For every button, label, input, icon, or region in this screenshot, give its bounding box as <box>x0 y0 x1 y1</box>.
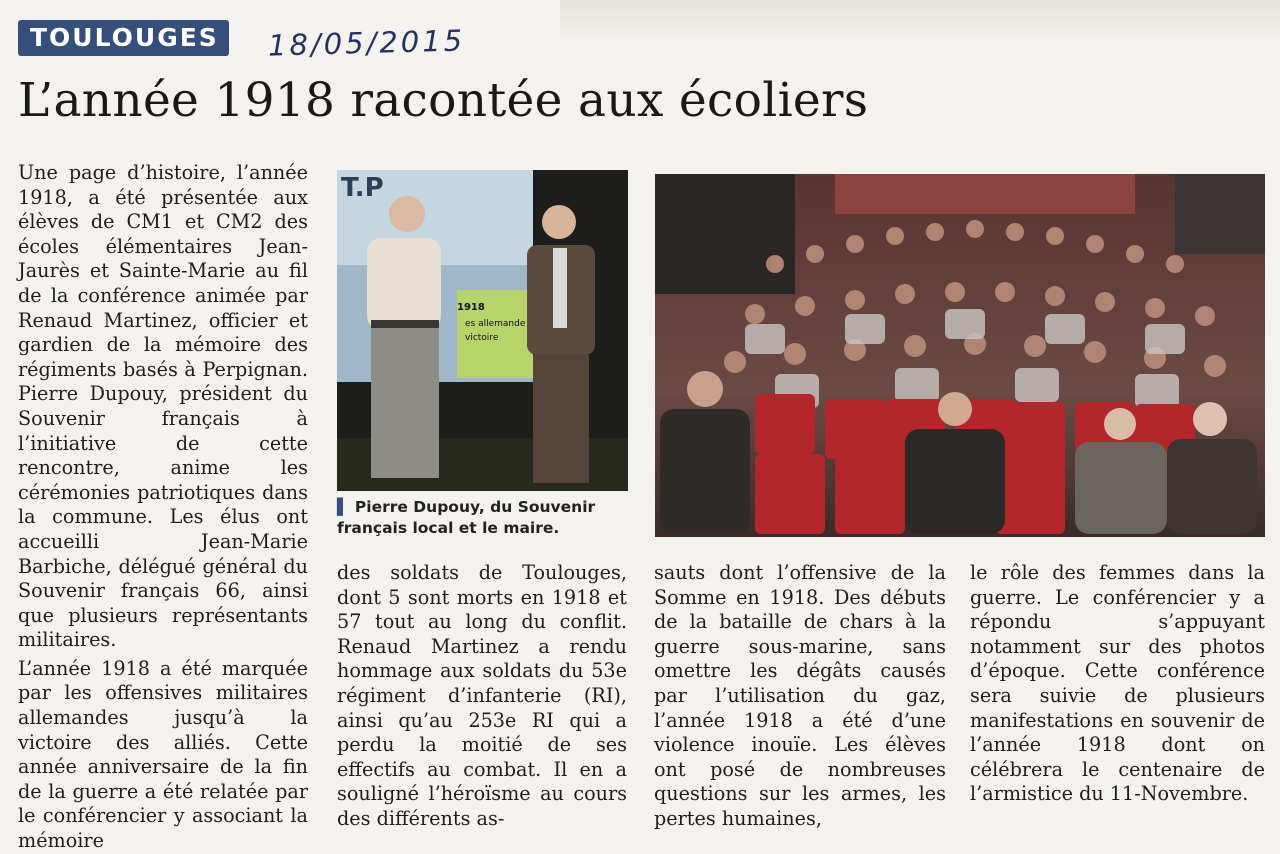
caption-marker-icon: ▌ <box>337 498 349 516</box>
column-2 <box>337 561 627 832</box>
column-4-paragraph-1: le rôle des femmes dans la guerre. Le conférencier y a répondu s’appuyant notamment sur des photos d’époque. Cette conférence sera suivie de plusieurs manifestations en souvenir de l’année 1918 dont on célébrera le centenaire de l’armistice du 11-Novembre. <box>970 561 1265 806</box>
section-rubric: TOULOUGES <box>18 20 229 56</box>
column-3-paragraph-1: sauts dont l’offensive de la Somme en 1918. Des débuts de la bataille de chars à la guerre sous-marine, sans omettre les dégâts causés par l’utilisation du gaz, l’année 1918 a été d’une violence inouïe. Les élèves ont posé de nombreuses questions sur les armes, les pertes humaines, <box>654 561 946 830</box>
photo-audience-image <box>655 174 1265 537</box>
photo-caption <box>337 497 627 539</box>
column-2-paragraph-1: des soldats de Toulouges, dont 5 sont morts en 1918 et 57 tout au long du conflit. Renaud Martinez a rendu hommage aux soldats du 53e régiment d’infanterie (RI), ainsi qu’au 253e RI qui a perdu la moitié de ses effectifs au combat. Il en a souligné l’héroïsme au cours des différents as- <box>337 561 627 830</box>
bleed-through-shadow <box>560 0 1280 44</box>
column-3 <box>654 561 946 832</box>
column-1-paragraph-1: Une page d’histoire, l’année 1918, a été présentée aux élèves de CM1 et CM2 des écoles élémentaires Jean-Jaurès et Sainte-Marie au fil de la conférence animée par Renaud Martinez, officier et gardien de la mémoire des régiments basés à Perpignan. Pierre Dupouy, président du Souvenir français à l’initiative de cette rencontre, anime les cérémonies patriotiques dans la commune. Les élus ont accueilli Jean-Marie Barbiche, délégué général du Souvenir français 66, ainsi que plusieurs représentants militaires. <box>18 161 308 652</box>
photo-speakers <box>337 170 628 491</box>
column-4 <box>970 561 1265 807</box>
headline: L’année 1918 racontée aux écoliers <box>18 73 869 128</box>
caption-text: Pierre Dupouy, du Souvenir français local et le maire. <box>337 498 596 537</box>
photo-audience <box>655 174 1265 537</box>
screen-text-1: 1918 <box>457 302 485 313</box>
handwritten-date: 18/05/2015 <box>267 23 466 63</box>
column-1 <box>18 161 308 854</box>
photo-speakers-image <box>337 170 628 491</box>
screen-text-top: T.P <box>341 173 384 203</box>
column-1-paragraph-2: L’année 1918 a été marquée par les offensives militaires allemandes jusqu’à la victoire des alliés. Cette année anniversaire de la fin de la guerre a été relatée par le conférencier y associant la mémoire <box>18 656 308 853</box>
screen-text-2: es allemande <box>465 319 526 329</box>
screen-text-3: victoire <box>465 333 499 343</box>
